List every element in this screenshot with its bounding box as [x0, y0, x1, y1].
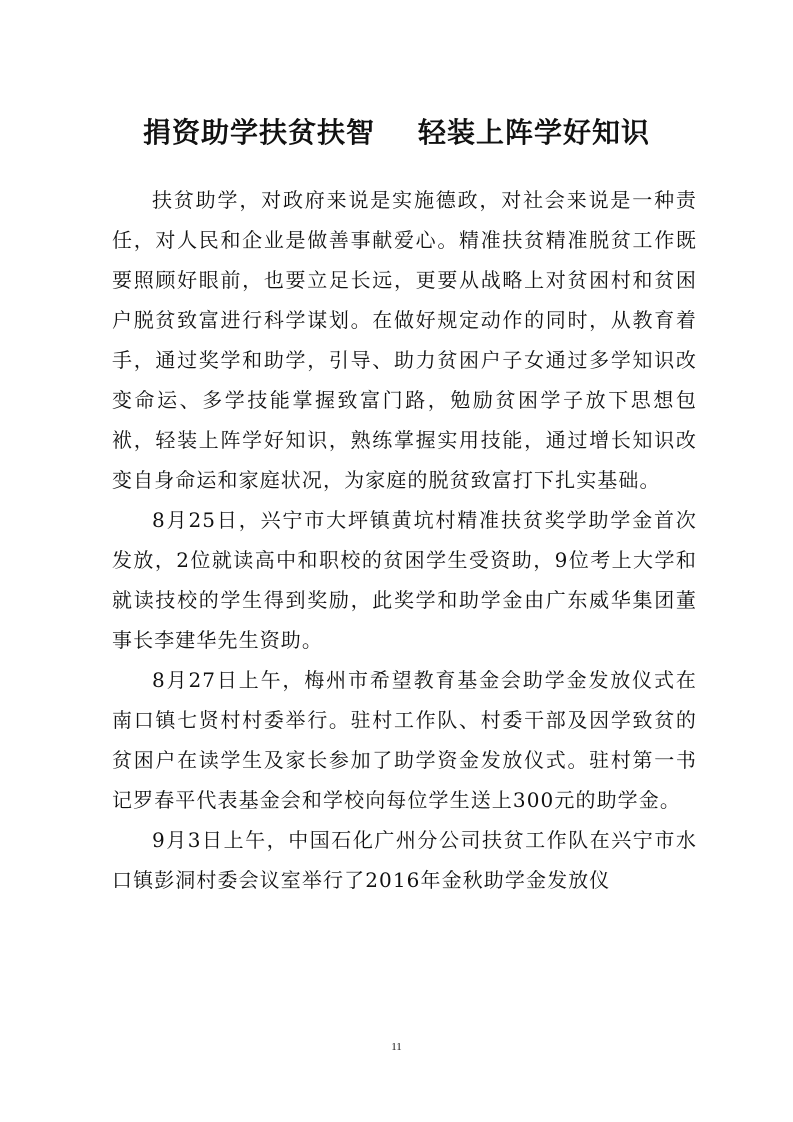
- paragraph-sep-3: 9月3日上午，中国石化广州分公司扶贫工作队在兴宁市水口镇彭洞村委会议室举行了2016年金秋助学金发放仪: [112, 828, 697, 892]
- paragraph-aug-27: 8月27日上午，梅州市希望教育基金会助学金发放仪式在南口镇七贤村村委举行。驻村工作队、村委干部及因学致贫的贫困户在读学生及家长参加了助学资金发放仪式。驻村第一书记罗春平代表基金会和学校向每位学生送上300元的助学金。: [112, 668, 697, 812]
- page-number: 11: [391, 1041, 402, 1053]
- paragraph-intro: 扶贫助学，对政府来说是实施德政，对社会来说是一种责任，对人民和企业是做善事献爱心。精准扶贫精准脱贫工作既要照顾好眼前，也要立足长远，更要从战略上对贫困村和贫困户脱贫致富进行科学谋划。在做好规定动作的同时，从教育着手，通过奖学和助学，引导、助力贫困户子女通过多学知识改变命运、多学技能掌握致富门路，勉励贫困学子放下思想包袱，轻装上阵学好知识，熟练掌握实用技能，通过增长知识改变自身命运和家庭状况，为家庭的脱贫致富打下扎实基础。: [112, 188, 697, 492]
- article-body: [112, 180, 697, 900]
- article-title: 捐资助学扶贫扶智 轻装上阵学好知识: [143, 116, 650, 149]
- paragraph-aug-25: 8月25日，兴宁市大坪镇黄坑村精准扶贫奖学助学金首次发放，2位就读高中和职校的贫困学生受资助，9位考上大学和就读技校的学生得到奖励，此奖学和助学金由广东威华集团董事长李建华先生资助。: [112, 508, 697, 652]
